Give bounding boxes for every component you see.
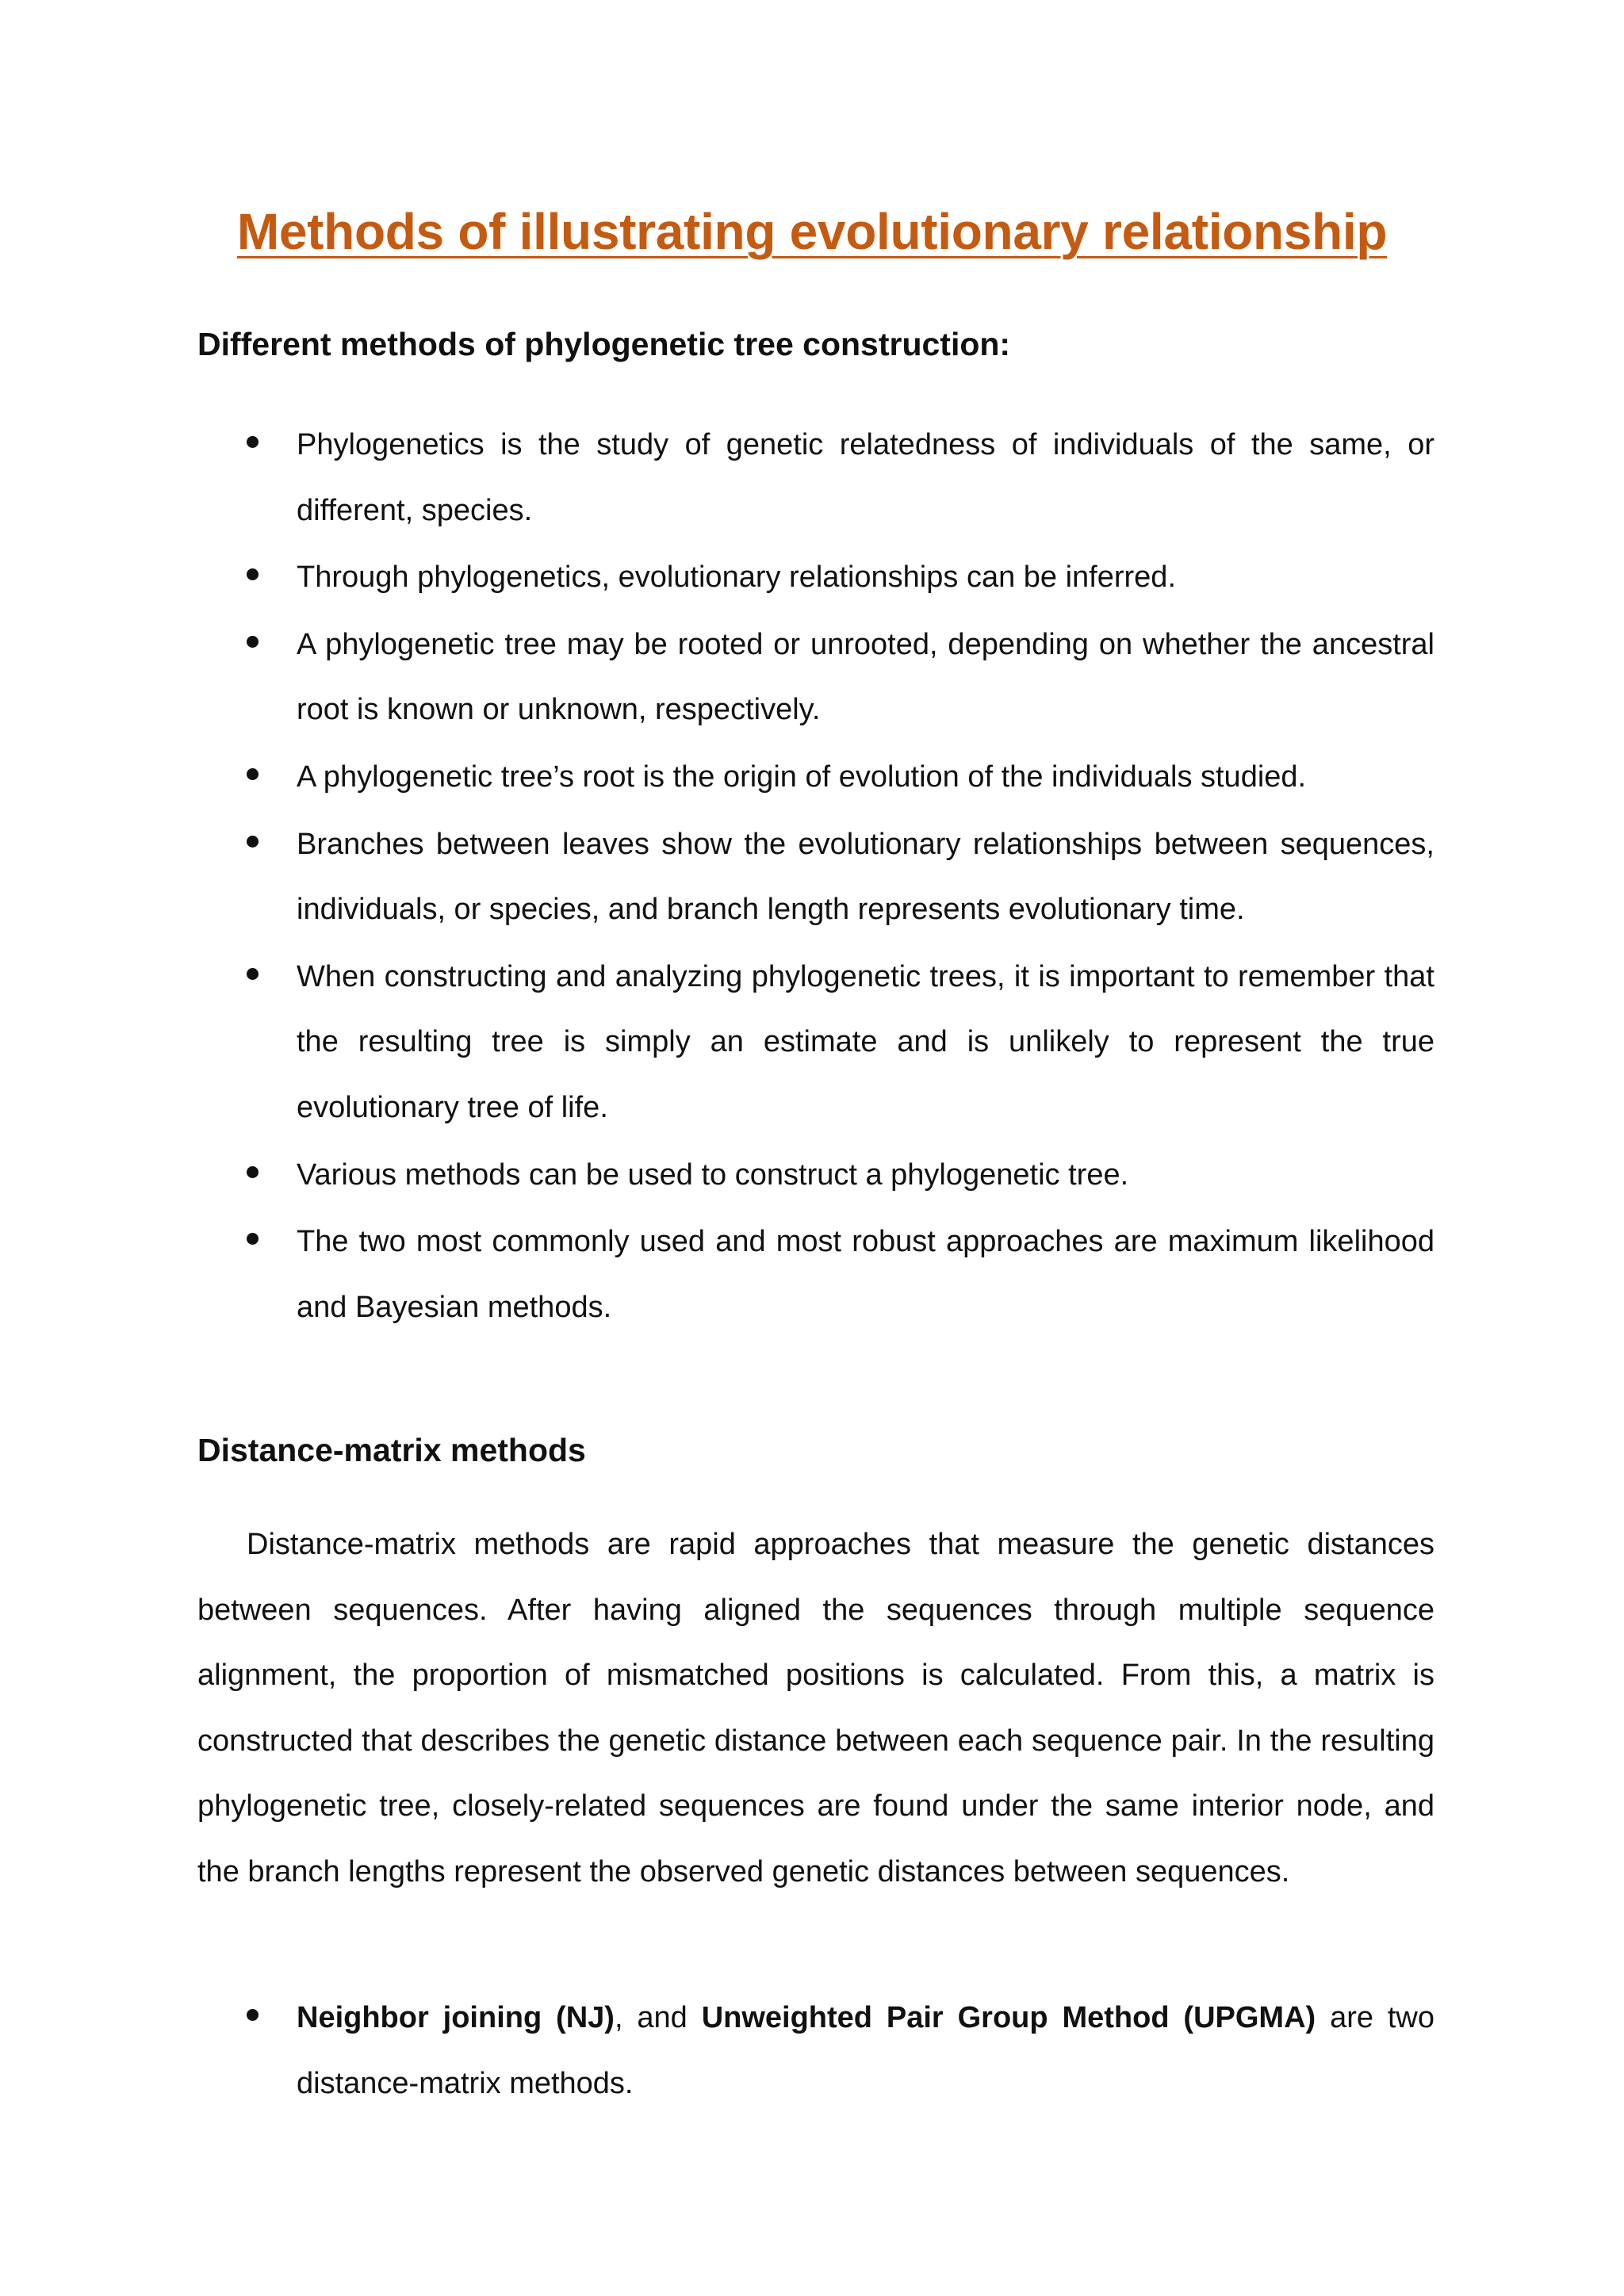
list-item xyxy=(197,1142,1434,1208)
distance-matrix-paragraph: Distance-matrix methods are rapid approaches that measure the genetic distances between sequences. After having aligned the sequences through multiple sequence alignment, the proportion of mismatched positions is calculated. From this, a matrix is constructed that describes the genetic distance between each sequence pair. In the resulting phylogenetic tree, closely-related sequences are found under the same interior node, and the branch lengths represent the observed genetic distances between sequences. xyxy=(197,1528,1434,1888)
bullet-icon xyxy=(247,636,259,648)
list-item-text: The two most commonly used and most robust approaches are maximum likelihood and Bayesian methods. xyxy=(297,1225,1434,1324)
method-name-upgma: Unweighted Pair Group Method (UPGMA) xyxy=(701,2001,1316,2034)
bullet-list-tree-construction xyxy=(197,412,1434,1341)
list-item xyxy=(197,1209,1434,1340)
list-item xyxy=(197,744,1434,810)
bullet-icon xyxy=(247,1166,259,1178)
list-item xyxy=(197,1985,1434,2116)
list-item xyxy=(197,412,1434,543)
method-name-nj: Neighbor joining (NJ) xyxy=(297,2001,615,2034)
list-item-text: Various methods can be used to construct a phylogenetic tree. xyxy=(297,1158,1129,1192)
list-item xyxy=(197,545,1434,610)
section-heading-distance-matrix: Distance-matrix methods xyxy=(197,1432,586,1468)
list-item-text: Branches between leaves show the evolutionary relationships between sequences, individuals, or species, and branch length represents evolutionary time. xyxy=(297,827,1434,927)
bullet-icon xyxy=(247,2009,259,2021)
bullet-icon xyxy=(247,768,259,780)
bullet-list-distance-matrix xyxy=(197,1985,1434,2118)
list-item-text: A phylogenetic tree may be rooted or unrooted, depending on whether the ancestral root is known or unknown, respectively. xyxy=(297,627,1434,727)
list-item-text: Phylogenetics is the study of genetic relatedness of individuals of the same, or different, species. xyxy=(297,428,1434,527)
bullet-icon xyxy=(247,1233,259,1245)
list-item xyxy=(197,612,1434,743)
list-item-text: When constructing and analyzing phylogenetic trees, it is important to remember that the resulting tree is simply an estimate and is unlikely to represent the true evolutionary tree of life. xyxy=(297,959,1434,1124)
bullet-icon xyxy=(247,436,259,448)
list-item-text: A phylogenetic tree’s root is the origin of evolution of the individuals studied. xyxy=(297,760,1307,794)
list-item-text: Through phylogenetics, evolutionary relationships can be inferred. xyxy=(297,561,1176,595)
list-item-text: , and xyxy=(614,2001,702,2034)
list-item xyxy=(197,812,1434,943)
section-heading-tree-construction: Different methods of phylogenetic tree construction: xyxy=(197,326,1011,362)
bullet-icon xyxy=(247,836,259,848)
bullet-icon xyxy=(247,968,259,980)
list-item-text: are two distance-matrix methods. xyxy=(297,2001,1435,2100)
page-title: Methods of illustrating evolutionary relationship xyxy=(236,203,1388,260)
list-item xyxy=(197,944,1434,1141)
bullet-icon xyxy=(247,568,259,580)
